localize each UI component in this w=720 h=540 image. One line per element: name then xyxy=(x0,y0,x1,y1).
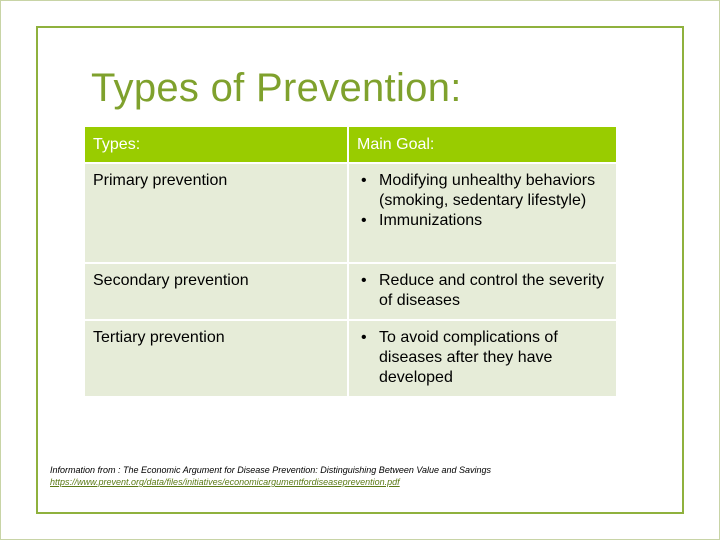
goal-item: • Immunizations xyxy=(357,211,608,231)
goal-item: • Reduce and control the severity of diseases xyxy=(357,271,608,311)
cell-goal xyxy=(348,163,617,263)
header-types: Types: xyxy=(84,126,348,163)
goal-list xyxy=(357,271,608,311)
cell-type: Secondary prevention xyxy=(84,263,348,320)
source-link[interactable]: https://www.prevent.org/data/files/initiatives/economicargumentfordiseaseprevention.pdf xyxy=(50,477,400,487)
cell-type: Primary prevention xyxy=(84,163,348,263)
source-citation xyxy=(50,464,491,488)
table-row xyxy=(84,163,617,263)
goal-list xyxy=(357,328,608,388)
goal-list xyxy=(357,171,608,231)
goal-item: • Modifying unhealthy behaviors (smoking, sedentary lifestyle) xyxy=(357,171,608,211)
goal-item: • To avoid complications of diseases after they have developed xyxy=(357,328,608,388)
cell-goal xyxy=(348,320,617,397)
source-text: Information from : The Economic Argument for Disease Prevention: Distinguishing Between Value and Savings xyxy=(50,465,492,475)
slide-title: Types of Prevention: xyxy=(91,66,462,110)
header-main-goal: Main Goal: xyxy=(348,126,617,163)
table-row xyxy=(84,320,617,397)
table-row xyxy=(84,263,617,320)
prevention-table xyxy=(83,125,618,398)
cell-goal xyxy=(348,263,617,320)
table-header-row xyxy=(84,126,617,163)
cell-type: Tertiary prevention xyxy=(84,320,348,397)
